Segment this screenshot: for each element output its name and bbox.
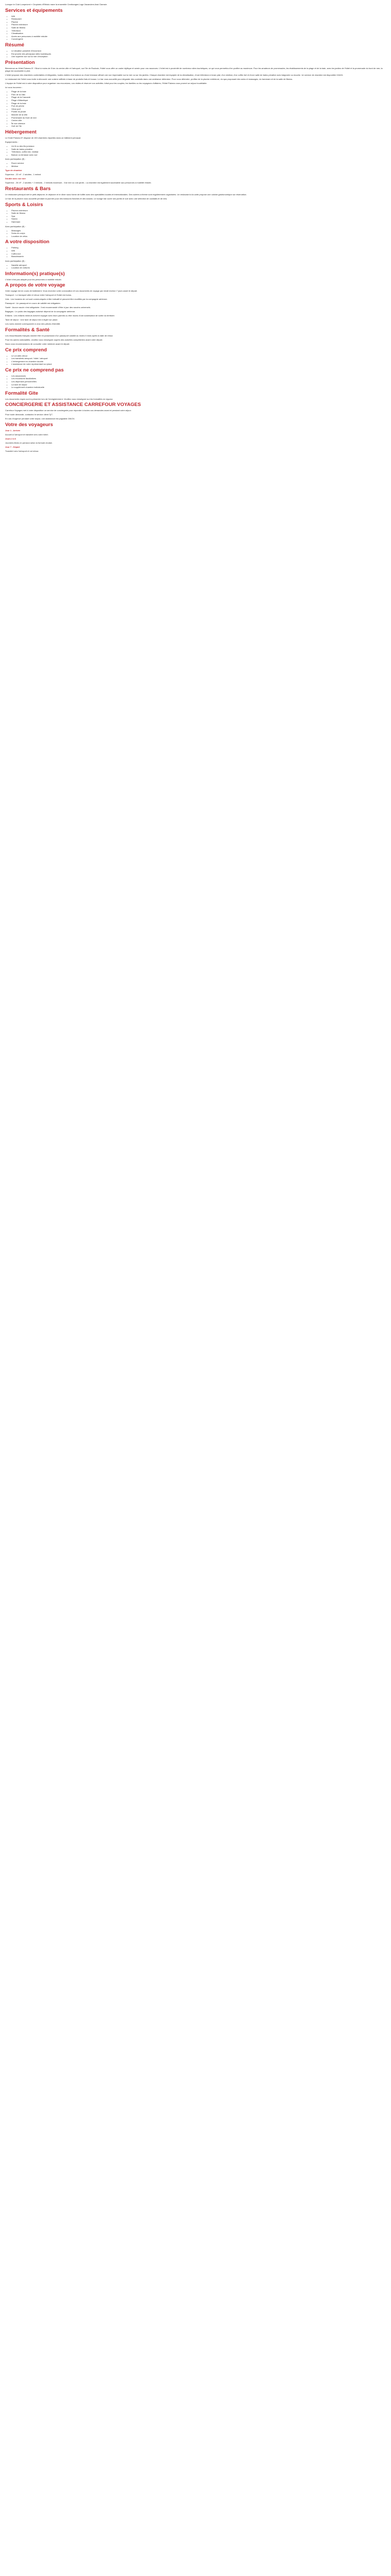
services-list [5,15,386,41]
subheading: Type de chambre [5,169,22,172]
paragraph: Carrefour Voyages met à votre disposition un service de conciergerie pour répondre à toutes vos demandes avant et pendant votre séjour. [5,409,132,412]
list-item: • Room service [11,162,386,165]
paragraph: L'hôtel n'est pas adapté pour les personnes à mobilité réduite. [5,278,62,281]
subheading: Jour 1 - Arrivée [5,429,21,432]
paragraph: Superieur - 26 m² - 2 adultes + 2 enfants - 2 enfants maximum - Vue mer ou vue jardin - La chambre est également accessible aux personnes à mobilité réduite. [5,181,152,184]
cenepas-title: Ce prix ne comprend pas [5,367,64,373]
list-item: • Parking [11,246,386,249]
paragraph: Enfants : Les enfants mineurs doivent voyager avec leurs parents ou être munis d'une autorisation de sortie du territoire. [5,314,115,317]
list-item: • Salle de fitness [11,212,386,215]
presentation-title: Présentation [5,59,35,65]
formalites-title: Formalités & Santé [5,327,50,333]
subheading: Jour 7 - Départ [5,445,20,448]
list-item: • La taxe de séjour [11,383,386,386]
list-item: • Les excursions facultatives [11,377,386,380]
paragraph: Santé : Aucun vaccin n'est obligatoire. Il est recommandé d'être à jour des vaccins universels. [5,306,91,309]
label: Avec participation (€) : [5,158,26,161]
list-item: • Le vol aller-retour [11,354,386,358]
paragraph: Transport : Le transport aller et retour entre l'aéroport et l'hôtel est inclus. [5,294,72,297]
list-item: • Massages [11,229,386,232]
avant-extra-list [5,264,386,269]
list-item: • Une superbe vue sur la mer d'exception [11,55,386,58]
paragraph: Pour toute demande, contactez le service client 7j/7. [5,413,53,416]
list-item: • Coffre-fort [11,252,386,256]
list-item: • Plage d'Atlantique [11,99,386,102]
list-item: • Un lit ou des lits jumeaux [11,145,386,148]
subheading: Double avec vue mer [5,177,26,180]
list-item: • Pointe du phare [11,110,386,113]
paragraph: Les ressortissants français doivent être en possession d'un passeport valable au moins 6 mois après la date de retour. [5,334,113,337]
intro-text: Lorsque le Club Lumpevent « Cirquinès d'Ethisto mare la ensemble Centiorages Lago Vacanciers Assi Clamsie. [5,3,107,6]
list-item: • Location de voitures [11,266,386,269]
formule-title: Formalité Gite [5,390,38,396]
list-item: • Navette aéroport [11,264,386,267]
list-item: • Balcon ou terrasse avec vue [11,154,386,157]
paragraph: Les noms doivent correspondre à ceux des pièces d'identité. [5,323,61,326]
list-item: • Blanchisserie [11,255,386,258]
list-item: • Les dépenses personnelles [11,380,386,383]
list-item: • Golf de l'île [11,125,386,128]
list-item: • Location de vélos [11,235,386,238]
apropos-title: A propos de votre voyage [5,282,66,289]
list-item: • Salle de fitness [11,26,386,29]
label: Avec participation (€) : [5,259,26,262]
list-item: • Wifi [11,15,386,18]
list-item: • Hammam [11,221,386,224]
list-item: • Plage de la baie [11,90,386,93]
list-item: • Piscine [11,21,386,24]
sports-extra-list [5,229,386,238]
list-item: • Marché de la ville [11,113,386,116]
list-item: • Vieux port [11,108,386,111]
list-item: • Salle de bains privative [11,148,386,151]
paragraph: Pour les autres nationalités, veuillez vous renseigner auprès des autorités compétentes avant votre départ. [5,338,103,341]
label: Avec participation (€) : [5,225,26,228]
paragraph: Les documents requis sont à présenter lors de l'enregistrement. Veuillez vous renseigner sur les formalités en vigueur. [5,397,113,400]
list-item: • Climatisation [11,32,386,35]
list-item: • Île aux oiseaux [11,122,386,125]
paragraph: Le bar de la piscine vous accueille pendant la journée pour des boissons fraîches et des snacks. Le lounge bar ouvre ses portes le soir avec une sélection de cocktails et de vins. [5,197,168,200]
list-item: • Spa [11,215,386,218]
list-item: • Promenade du front de mer [11,116,386,120]
resume-title: Résumé [5,42,24,48]
paragraph: Le restaurant principal sert le petit-déjeuner, le déjeuner et le dîner sous forme de buffet avec des spécialités locales et internationales. Des soirées à thème sont régulièrement organisées. Un restaurant à la carte propose une cuisine gastronomique sur réservation. [5,193,247,196]
paragraph: Superieur - 22 m² - 2 adultes - 1 enfant [5,173,41,176]
list-item: • Conciergerie [11,38,386,41]
subheading: Jours 2 à 6 [5,437,16,440]
list-item: • Le supplément chambre individuelle [11,386,386,389]
paragraph: Nous vous recommandons de consulter votre médecin avant le départ. [5,342,70,345]
paragraph: Bienvenue au Hôtel Paloma 5* ! Situé à moins de 5 km du centre-ville et l'aéroport, sur l'île de Roubaix, l'hôtel vous offre un cadre idyllique et serein pour vos vacances. L'hôtel est à proximité de nombreux sites touristiques, ce qui vous permettra d'en profiter au maximum. Pour les amateurs de promenades, les établissements de la plage et de la baie, avec les jardins de l'hôtel et la promenade du bord de mer, la plage est accessible à pied. [5,66,383,73]
presentation-list [5,90,386,128]
detail-title: Votre des voyageurs [5,422,53,428]
paragraph: Le restaurant de l'hôtel vous invite à découvrir une cuisine raffinée à base de produits frais et locaux. Le bar vous accueille pour déguster des cocktails dans une ambiance détendue. Pour vous détendre, profitez de la piscine extérieure, du spa proposant des soins et massages, du hammam et de la salle de fitness. [5,78,293,81]
list-item: • Soins du corps [11,232,386,235]
list-item: • Wifi [11,249,386,252]
paragraph: L'hôtel propose des chambres confortables et élégantes, toutes dotées d'un balcon ou d'une terrasse offrant une vue imprenable sur la mer ou sur les jardins. Chaque chambre est équipée de la climatisation, d'une télévision à écran plat, d'un minibar, d'un coffre-fort et d'une salle de bains privative avec baignoire ou douche. Un service de chambre est disponible 24h/24. [5,74,344,77]
hebergement-avail-list [5,162,386,167]
list-item: • Plage de la baie [11,102,386,105]
list-item: • Les assurances [11,375,386,378]
paragraph: Le Hotel Paloma 5* dispose de 153 chambres réparties dans un bâtiment principal. [5,136,81,139]
list-item: • Le situation possède d'excursion [11,49,386,53]
avant-list [5,246,386,258]
list-item: • Minibar [11,165,386,168]
paragraph: Passeport : Un passeport en cours de validité est obligatoire. [5,302,61,305]
paragraph: Votre voyage est en cours de traitement. Vous recevrez votre convocation et vos documents de voyage par email environ 7 jours avant le départ. [5,290,138,293]
sports-title: Sports & Loisirs [5,201,43,208]
paragraph: Ici vous trouverez : [5,86,23,89]
list-item: • Piscine extérieure [11,23,386,26]
list-item: • Port de pêche [11,105,386,108]
paragraph: L'équipe de l'hôtel est à votre disposition pour organiser vos excursions, vos visites et réserver vos activités. Idéal pour les couples, les familles ou les voyageurs d'affaires, l'Hôtel Paloma vous promet un séjour inoubliable. [5,82,207,85]
list-item: • Centre-ville [11,119,386,122]
cepris-list [5,354,386,366]
list-item: • Accès aux personnes à mobilité réduite [11,35,386,38]
list-item: • Sauna [11,217,386,221]
list-item: • Télévision, coffre-fort, minibar [11,150,386,154]
paragraph: Bagages : Le poids des bagages autorisé dépend de la compagnie aérienne. [5,310,76,313]
resume-list [5,49,386,58]
list-item: • Les transferts aéroport / hôtel / aéroport [11,357,386,360]
sports-list [5,209,386,224]
paragraph: Vols : Les horaires de vol sont communiqués à titre indicatif et peuvent être modifiés par la compagnie aérienne. [5,298,108,301]
list-item: • L'assistance de notre représentant sur place [11,363,386,366]
paragraph: Accueil à l'aéroport et transfert vers votre hôtel. [5,433,48,436]
list-item: • Télévision [11,29,386,32]
list-item: • Restaurant [11,18,386,21]
list-item: • L'hébergement en chambre double [11,360,386,363]
paragraph: Taxe de séjour : Une taxe de séjour est à régler sur place. [5,318,58,321]
infos-title: Information(s) pratique(s) [5,270,65,277]
paragraph: Transfert vers l'aéroport et vol retour. [5,449,39,452]
hebergement-equip-list [5,145,386,156]
list-item: • Piscine extérieure [11,209,386,212]
hebergement-title: Hébergement [5,129,37,135]
list-item: • Est proche des principaux sites touristiques [11,53,386,56]
conciergerie-title: CONCIERGERIE ET ASSISTANCE CARREFOUR VOYAGES [5,402,141,408]
avant-title: A votre disposition [5,239,50,245]
list-item: • Plage de la Cascade [11,96,386,99]
paragraph: Journées libres en pension selon la formule choisie. [5,441,53,444]
label: Equipements : [5,140,19,143]
cepris-title: Ce prix comprend [5,347,47,353]
list-item: • Parc de la Villa [11,93,386,96]
paragraph: En cas d'urgence pendant votre séjour, une assistance est joignable 24h/24. [5,417,75,420]
restaurants-title: Restaurants & Bars [5,186,51,192]
cenepas-list [5,375,386,389]
page [0,0,391,459]
services-title: Services et équipements [5,7,63,13]
